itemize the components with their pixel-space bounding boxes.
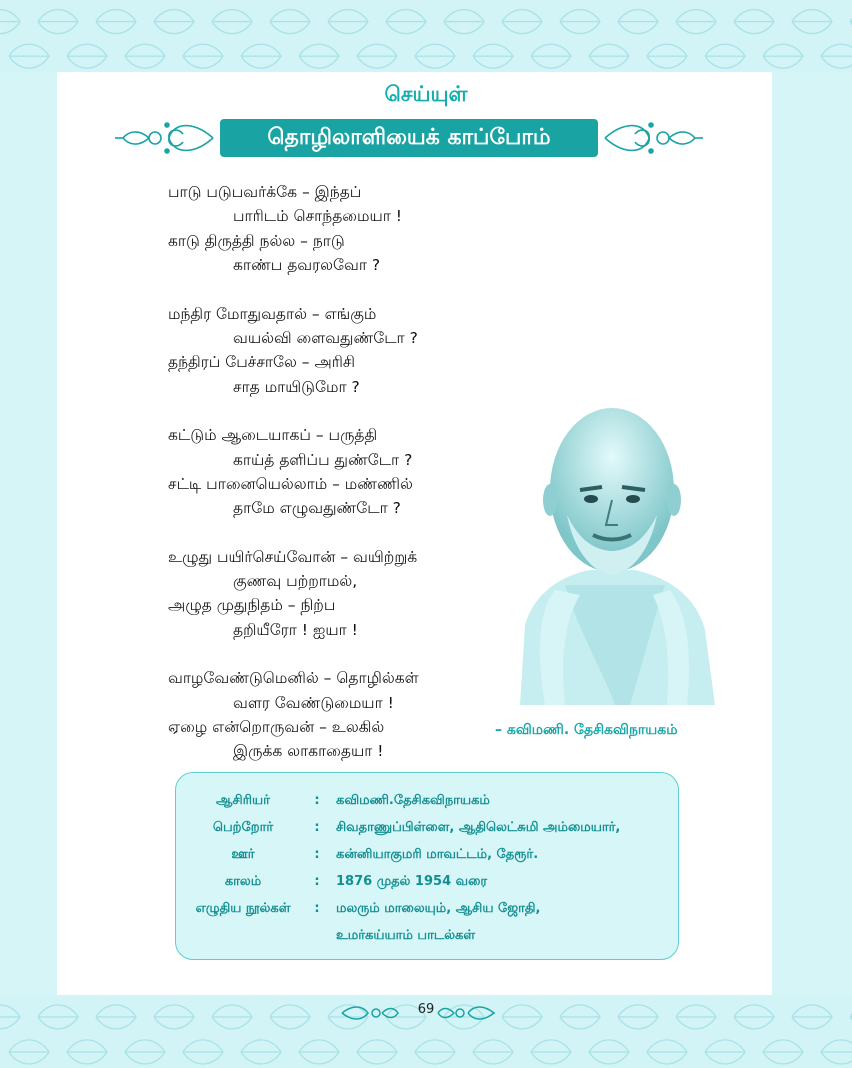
poem-body (168, 180, 488, 764)
info-label: எழுதிய நூல்கள் (195, 900, 291, 916)
info-row (184, 922, 620, 949)
poem-line: சட்டி பானையெல்லாம் – மண்ணில் (168, 474, 413, 493)
info-label (184, 922, 302, 949)
poem-title: தொழிலாளியைக் காப்போம் (220, 119, 598, 157)
poem-line: ஏழை என்றொருவன் – உலகில் (168, 718, 385, 737)
poem-line: மந்திர மோதுவதால் – எங்கும் (168, 304, 377, 323)
top-decorative-band (0, 0, 852, 72)
info-colon: : (314, 901, 320, 916)
info-label: ஆசிரியர் (216, 792, 270, 808)
poem-line: தந்திரப் பேச்சாலே – அரிசி (168, 353, 356, 372)
poem-line: காண்ப தவரலவோ ? (233, 256, 381, 275)
poem-line: காடு திருத்தி நல்ல – நாடு (168, 231, 345, 250)
stanza (168, 423, 488, 521)
poem-line: தறியீரோ ! ஐயா ! (233, 620, 358, 639)
info-label: பெற்றோர் (212, 819, 274, 835)
page-number: 69 (417, 1002, 435, 1017)
poem-line: பாடு படுபவர்க்கே – இந்தப் (168, 183, 362, 201)
info-colon: : (314, 874, 320, 889)
poem-line: தாமே எழுவதுண்டோ ? (233, 499, 401, 518)
author-info-box (175, 772, 679, 960)
poem-line: குணவு பற்றாமல், (233, 572, 358, 591)
info-value: உமர்கய்யாம் பாடல்கள் (336, 927, 476, 943)
flourish-left-icon (115, 117, 215, 159)
poem-line: வயல்வி ளைவதுண்டோ ? (233, 328, 418, 347)
poem-line: வளர வேண்டுமையா ! (233, 693, 394, 712)
info-row (184, 787, 620, 814)
poem-line: வாழவேண்டுமெனில் – தொழில்கள் (168, 669, 419, 688)
poet-attribution: – கவிமணி. தேசிகவிநாயகம் (495, 722, 678, 738)
info-value: கன்னியாகுமரி மாவட்டம், தேரூர். (336, 846, 539, 862)
info-label: காலம் (224, 873, 262, 889)
flourish-right-icon (603, 117, 703, 159)
leaf-pattern-icon (0, 0, 852, 72)
info-row (184, 814, 620, 841)
poem-line: பாரிடம் சொந்தமையா ! (233, 207, 402, 226)
poem-line: காய்த் தளிப்ப துண்டோ ? (233, 450, 413, 469)
info-row (184, 868, 620, 895)
poem-line: கட்டும் ஆடையாகப் – பருத்தி (168, 426, 378, 445)
info-colon (302, 922, 332, 949)
info-colon: : (314, 820, 320, 835)
poem-line: அழுத முதுநிதம் – நிற்ப (168, 596, 336, 615)
info-value: சிவதாணுப்பிள்ளை, ஆதிலெட்சுமி அம்மையார், (336, 819, 621, 835)
info-row (184, 895, 620, 922)
stanza (168, 180, 488, 278)
info-label: ஊர் (231, 846, 255, 862)
info-colon: : (314, 847, 320, 862)
info-row (184, 841, 620, 868)
stanza (168, 666, 488, 764)
section-heading: செய்யுள் (384, 82, 468, 106)
poem-line: சாத மாயிடுமோ ? (233, 377, 360, 396)
page-number-ornament-right-icon (436, 1003, 496, 1023)
poem-line: உழுது பயிர்செய்வோன் – வயிற்றுக் (168, 547, 418, 566)
info-value: 1876 முதல் 1954 வரை (336, 873, 488, 889)
info-colon: : (314, 793, 320, 808)
info-value: மலரும் மாலையும், ஆசிய ஜோதி, (336, 900, 541, 916)
stanza (168, 302, 488, 400)
title-banner (115, 117, 715, 159)
poet-portrait (505, 395, 720, 705)
info-value: கவிமணி.தேசிகவிநாயகம் (336, 792, 490, 808)
stanza (168, 545, 488, 643)
author-info-table (184, 787, 620, 949)
poem-line: இருக்க லாகாதையா ! (233, 742, 384, 761)
